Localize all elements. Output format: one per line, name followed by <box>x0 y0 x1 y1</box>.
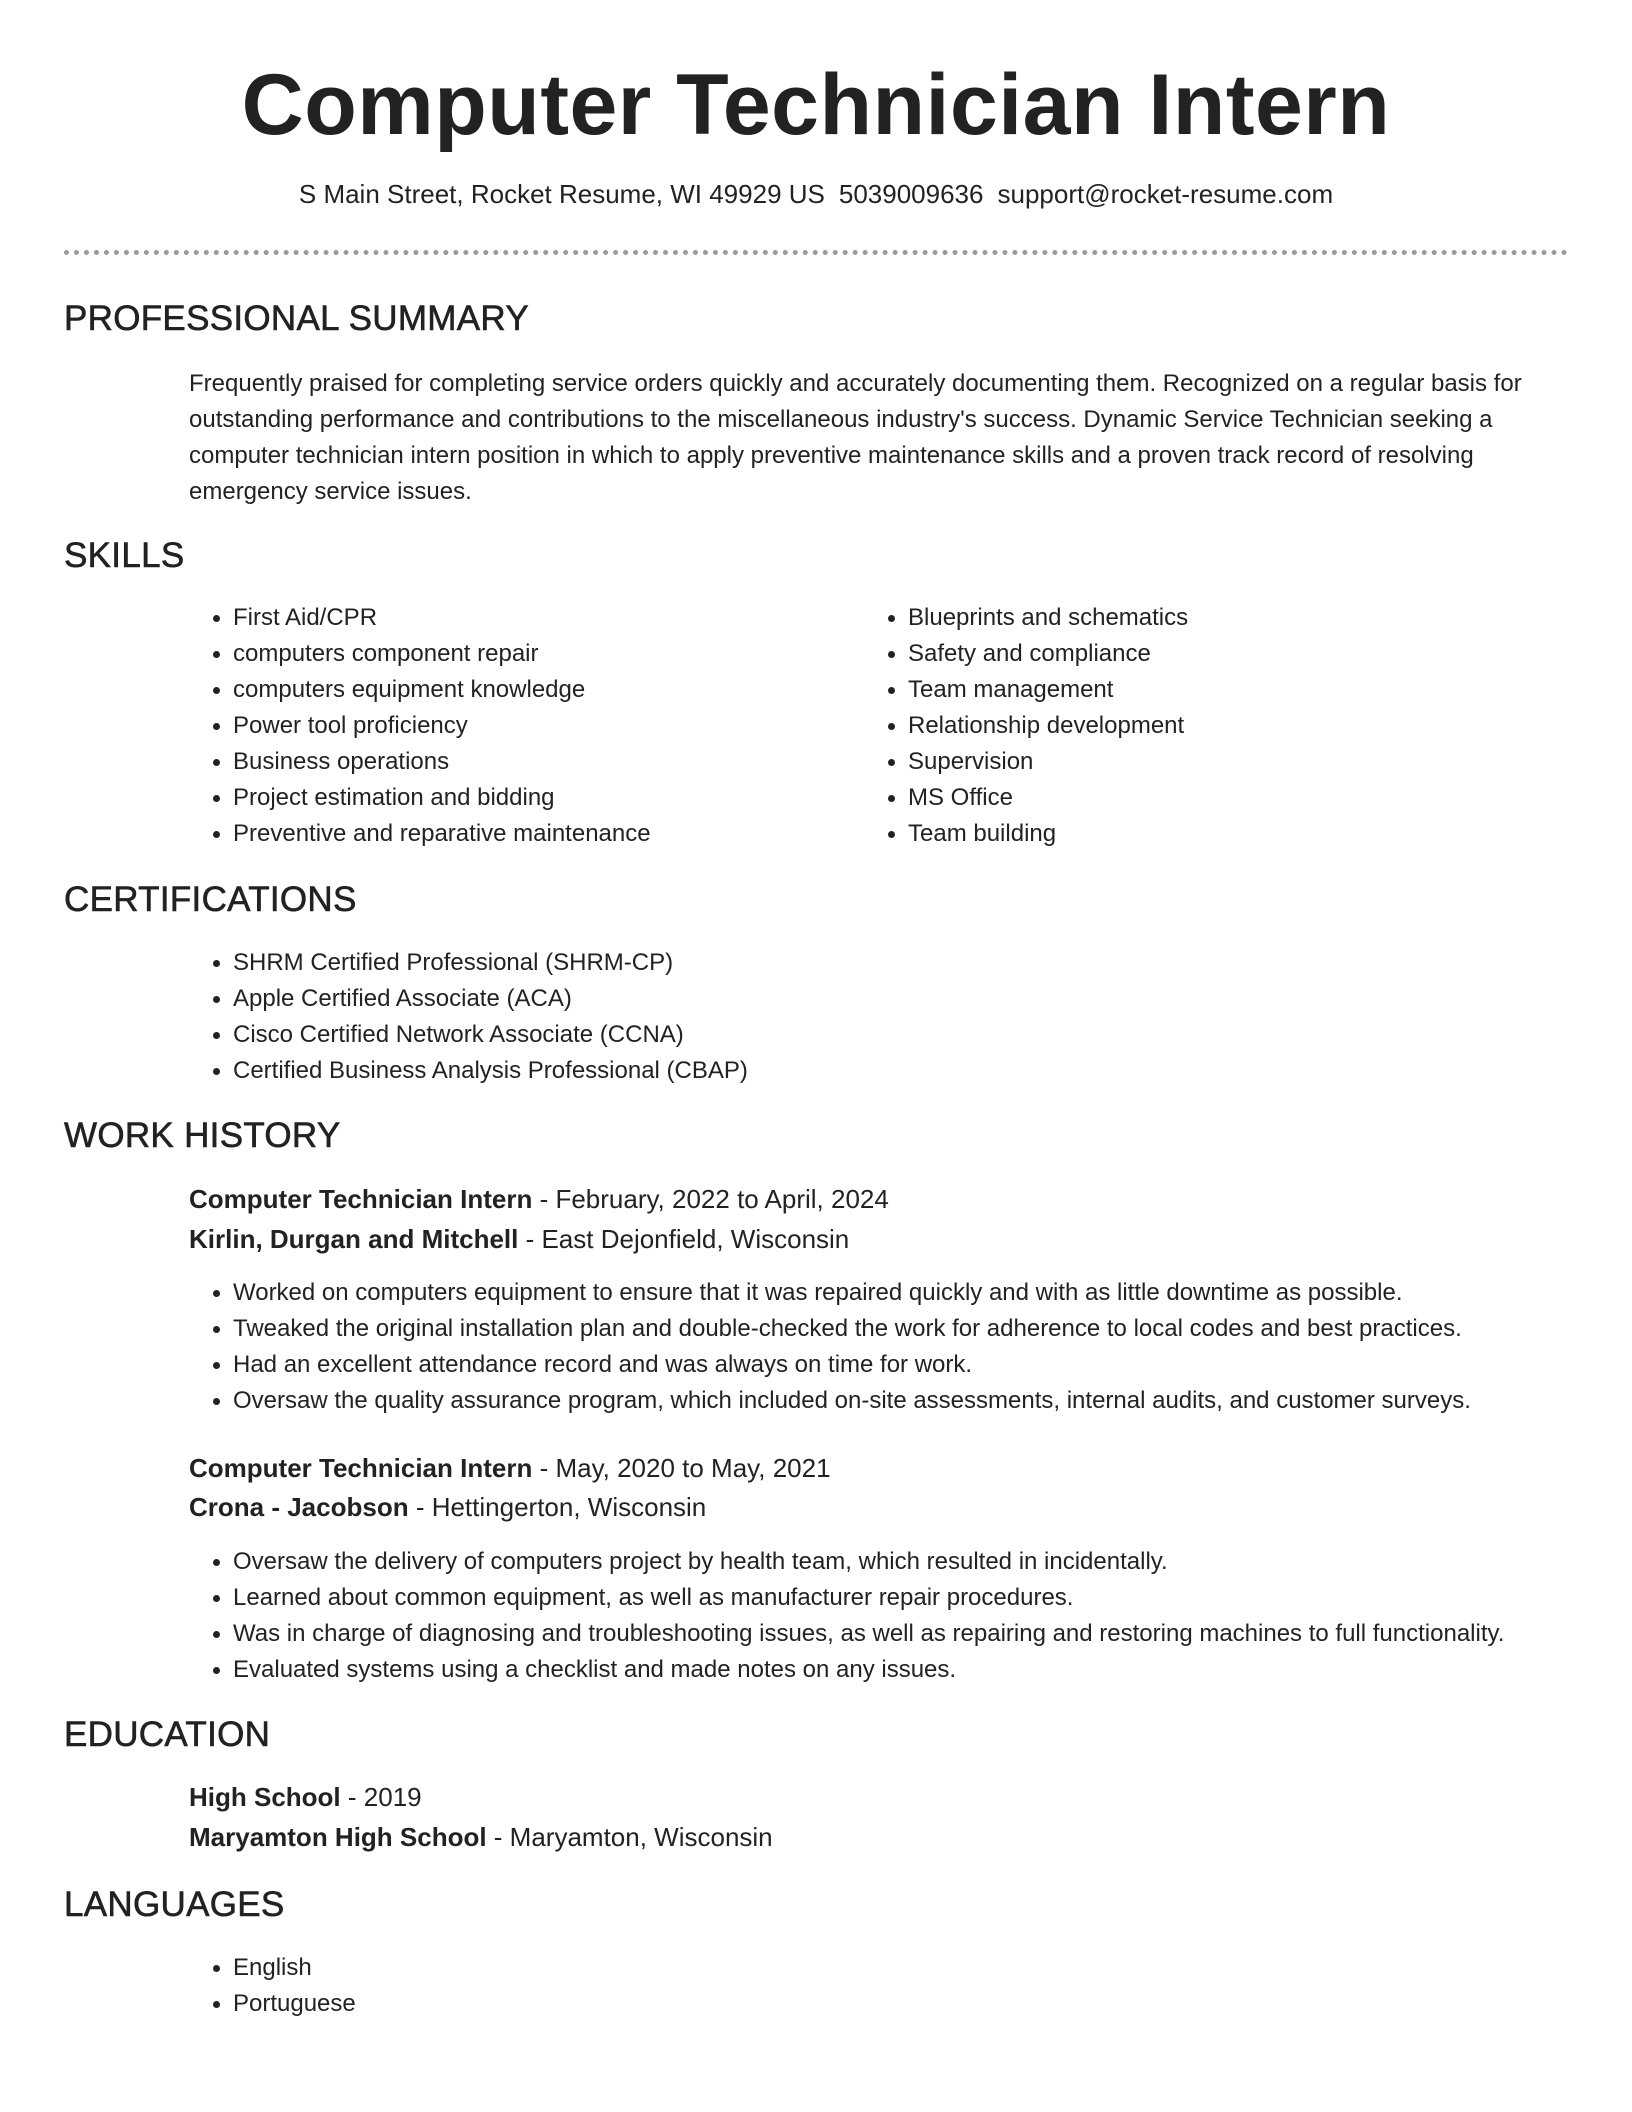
job-bullet: • Learned about common equipment, as well as manufacturer repair procedures. <box>233 1580 1632 1616</box>
job-bullet: • Oversaw the quality assurance program, which included on-site assessments, internal audits, and customer surveys. <box>233 1383 1632 1419</box>
job-bullet: • Was in charge of diagnosing and troubleshooting issues, as well as repairing and restoring machines to full functionality. <box>233 1616 1632 1652</box>
job-title-line <box>189 1180 889 1218</box>
job-bullets <box>189 1275 1632 1419</box>
skill-item: • Project estimation and bidding <box>233 780 853 816</box>
job-company: Kirlin, Durgan and Mitchell <box>189 1224 519 1254</box>
education-location: - Maryamton, Wisconsin <box>486 1822 773 1852</box>
certification-item: • Certified Business Analysis Professional (CBAP) <box>233 1053 1433 1089</box>
skill-item: • Team building <box>908 816 1528 852</box>
job-company-line <box>189 1488 706 1526</box>
job-role: Computer Technician Intern <box>189 1453 533 1483</box>
contact-email: support@rocket-resume.com <box>997 179 1334 209</box>
languages-list <box>189 1950 1033 2022</box>
job-role: Computer Technician Intern <box>189 1184 533 1214</box>
section-title-summary: PROFESSIONAL SUMMARY <box>64 299 529 338</box>
education-degree-line <box>189 1778 422 1816</box>
language-item: • Portuguese <box>233 1986 1033 2022</box>
certification-item: • Cisco Certified Network Associate (CCNA) <box>233 1017 1433 1053</box>
section-title-education: EDUCATION <box>64 1715 271 1754</box>
job-company: Crona - Jacobson <box>189 1492 409 1522</box>
skill-item: • Supervision <box>908 744 1528 780</box>
skill-item: • Preventive and reparative maintenance <box>233 816 853 852</box>
skill-item: • Relationship development <box>908 708 1528 744</box>
resume-header <box>0 50 1632 212</box>
job-dates: - February, 2022 to April, 2024 <box>532 1184 889 1214</box>
contact-line <box>0 176 1632 212</box>
language-item: • English <box>233 1950 1033 1986</box>
skills-list-right <box>864 600 1528 852</box>
skill-item: • MS Office <box>908 780 1528 816</box>
skill-item: • Power tool proficiency <box>233 708 853 744</box>
certifications-list <box>189 945 1433 1089</box>
skill-item: • computers component repair <box>233 636 853 672</box>
skill-item: • Team management <box>908 672 1528 708</box>
job-bullet: • Worked on computers equipment to ensure that it was repaired quickly and with as little downtime as possible. <box>233 1275 1632 1311</box>
education-degree: High School <box>189 1782 341 1812</box>
job-company-line <box>189 1220 849 1258</box>
job-bullet: • Evaluated systems using a checklist and made notes on any issues. <box>233 1652 1632 1688</box>
section-title-languages: LANGUAGES <box>64 1885 285 1924</box>
contact-address: S Main Street, Rocket Resume, WI 49929 US <box>298 179 825 209</box>
skill-item: • Blueprints and schematics <box>908 600 1528 636</box>
section-title-work-history: WORK HISTORY <box>64 1116 341 1155</box>
job-bullets <box>189 1544 1632 1688</box>
section-title-skills: SKILLS <box>64 536 185 575</box>
candidate-name: Computer Technician Intern <box>241 57 1391 153</box>
job-location: - Hettingerton, Wisconsin <box>408 1492 707 1522</box>
summary-text: Frequently praised for completing service orders quickly and accurately documenting them. Recognized on a regular basis for outstanding performance and contributions to the miscellaneous industry's success. Dynamic Service Technician seeking a computer technician intern position in which to apply preventive maintenance skills and a proven track record of resolving emergency service issues. <box>189 370 1522 505</box>
skill-item: • Business operations <box>233 744 853 780</box>
skill-item: • First Aid/CPR <box>233 600 853 636</box>
job-dates: - May, 2020 to May, 2021 <box>532 1453 831 1483</box>
section-title-certifications: CERTIFICATIONS <box>64 880 357 919</box>
header-divider <box>64 250 1568 255</box>
skills-list-left <box>189 600 853 852</box>
job-location: - East Dejonfield, Wisconsin <box>518 1224 850 1254</box>
education-school: Maryamton High School <box>189 1822 487 1852</box>
skill-item: • Safety and compliance <box>908 636 1528 672</box>
skill-item: • computers equipment knowledge <box>233 672 853 708</box>
job-bullet: • Tweaked the original installation plan and double-checked the work for adherence to local codes and best practices. <box>233 1311 1632 1347</box>
certification-item: • SHRM Certified Professional (SHRM-CP) <box>233 945 1433 981</box>
job-title-line <box>189 1449 831 1487</box>
contact-phone: 5039009636 <box>838 179 984 209</box>
job-bullet: • Had an excellent attendance record and was always on time for work. <box>233 1347 1632 1383</box>
certification-item: • Apple Certified Associate (ACA) <box>233 981 1433 1017</box>
education-school-line <box>189 1818 773 1856</box>
job-bullet: • Oversaw the delivery of computers project by health team, which resulted in incidentally. <box>233 1544 1632 1580</box>
education-year: - 2019 <box>340 1782 422 1812</box>
